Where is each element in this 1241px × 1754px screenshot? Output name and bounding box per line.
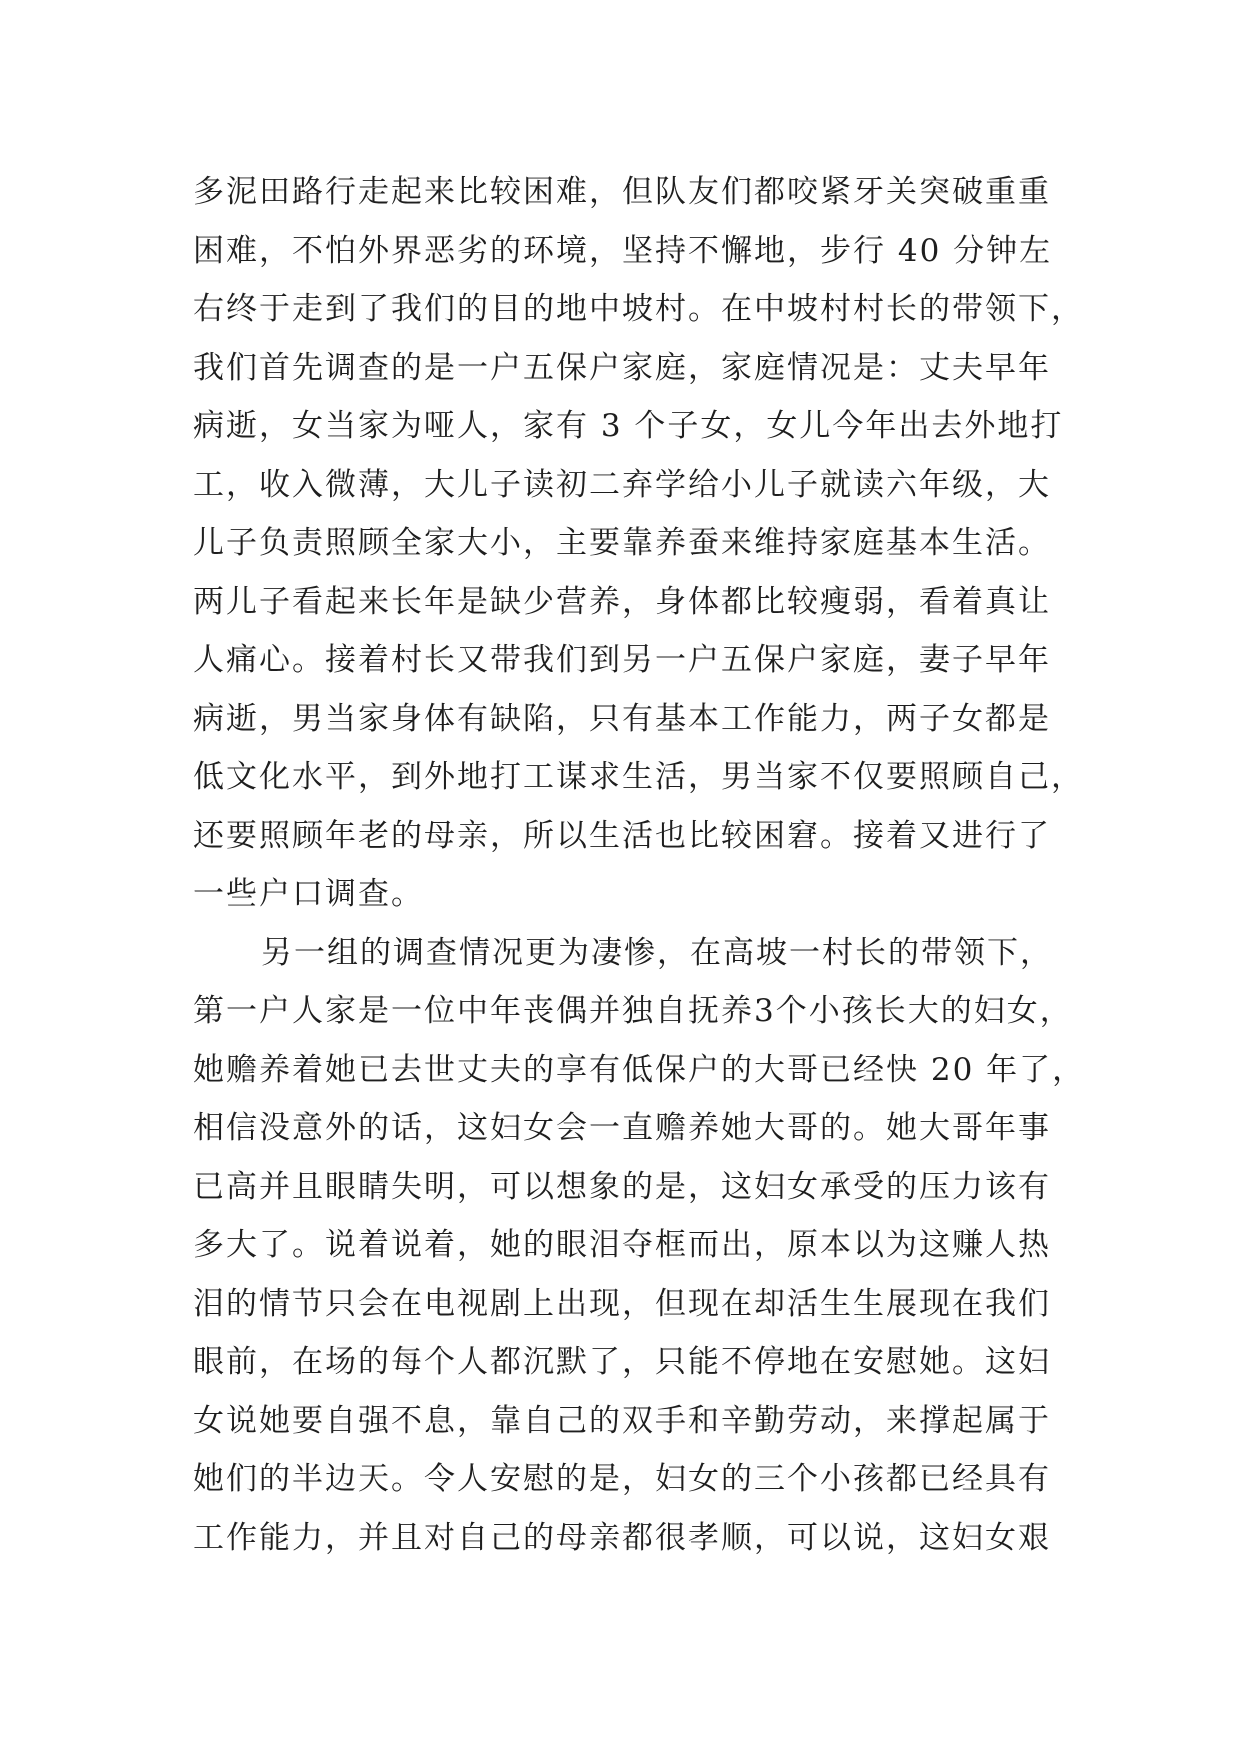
text-line: 她赡养着她已去世丈夫的享有低保户的大哥已经快 20 年了， bbox=[193, 1051, 1086, 1088]
text-line: 泪的情节只会在电视剧上出现，但现在却活生生展现在我们 bbox=[193, 1285, 1051, 1322]
text-line: 右终于走到了我们的目的地中坡村。在中坡村村长的带领下， bbox=[193, 291, 1084, 327]
text-line: 病逝，女当家为哑人，家有 3 个子女，女儿今年出去外地打 bbox=[193, 408, 1064, 444]
text-line: 低文化水平，到外地打工谋求生活，男当家不仅要照顾自己， bbox=[193, 759, 1084, 795]
body-text bbox=[193, 163, 1086, 1567]
text-line: 第一户人家是一位中年丧偶并独自抚养3个小孩长大的妇女， bbox=[193, 993, 1073, 1029]
text-line: 已高并且眼睛失明，可以想象的是，这妇女承受的压力该有 bbox=[193, 1168, 1051, 1205]
text-line: 多大了。说着说着，她的眼泪夺框而出，原本以为这赚人热 bbox=[193, 1227, 1051, 1263]
text-line: 工，收入微薄，大儿子读初二弃学给小儿子就读六年级，大 bbox=[193, 466, 1051, 503]
text-line: 困难，不怕外界恶劣的环境，坚持不懈地，步行 40 分钟左 bbox=[193, 232, 1053, 269]
text-line: 两儿子看起来长年是缺少营养，身体都比较瘦弱，看着真让 bbox=[193, 583, 1051, 620]
text-line: 病逝，男当家身体有缺陷，只有基本工作能力，两子女都是 bbox=[193, 700, 1051, 737]
text-line: 眼前，在场的每个人都沉默了，只能不停地在安慰她。这妇 bbox=[193, 1344, 1051, 1380]
text-line: 她们的半边天。令人安慰的是，妇女的三个小孩都已经具有 bbox=[193, 1461, 1051, 1497]
text-line: 女说她要自强不息，靠自己的双手和辛勤劳动，来撑起属于 bbox=[193, 1402, 1051, 1439]
paragraph-first-line: 另一组的调查情况更为凄惨，在高坡一村长的带领下， bbox=[261, 934, 1053, 971]
text-line: 人痛心。接着村长又带我们到另一户五保户家庭，妻子早年 bbox=[193, 642, 1051, 678]
text-line: 工作能力，并且对自己的母亲都很孝顺，可以说，这妇女艰 bbox=[193, 1519, 1051, 1556]
text-line: 相信没意外的话，这妇女会一直赡养她大哥的。她大哥年事 bbox=[193, 1110, 1051, 1146]
text-line: 儿子负责照顾全家大小，主要靠养蚕来维持家庭基本生活。 bbox=[193, 525, 1051, 561]
text-line: 还要照顾年老的母亲，所以生活也比较困窘。接着又进行了 bbox=[193, 817, 1051, 854]
text-line: 一些户口调查。 bbox=[193, 876, 424, 912]
text-line: 我们首先调查的是一户五保户家庭，家庭情况是：丈夫早年 bbox=[193, 349, 1051, 386]
text-line: 多泥田路行走起来比较困难，但队友们都咬紧牙关突破重重 bbox=[193, 174, 1051, 210]
